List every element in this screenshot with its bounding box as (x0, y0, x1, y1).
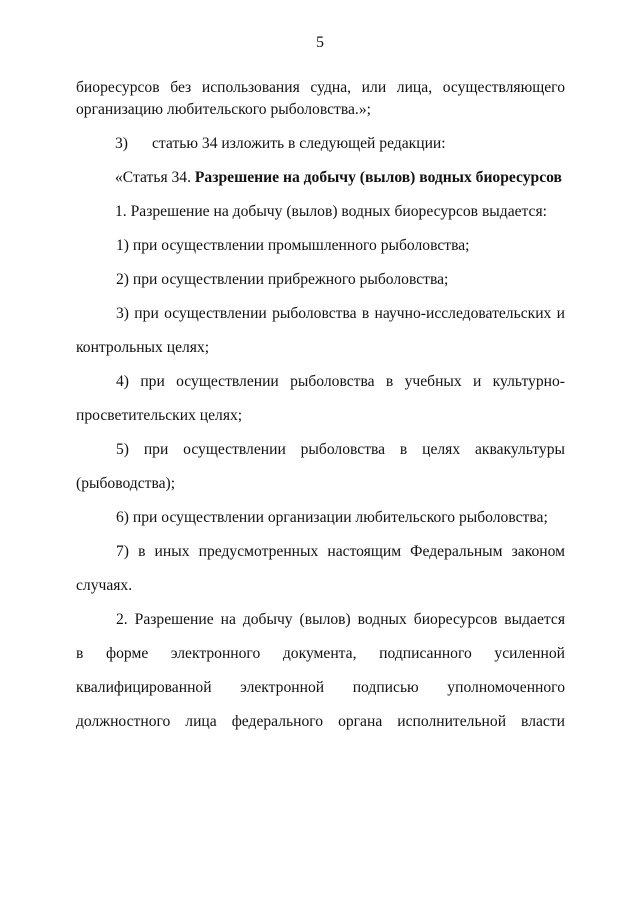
subitem-3-continuation: контрольных целях; (76, 339, 210, 356)
paragraph-2-line: квалифицированной электронной подписью уполномоченного (76, 679, 565, 696)
subitem-3: 3) при осуществлении рыболовства в научно-исследовательских и (116, 305, 565, 322)
list-item-text: статью 34 изложить в следующей редакции: (152, 135, 446, 152)
article-heading (76, 167, 565, 189)
paragraph-1: 1. Разрешение на добычу (вылов) водных биоресурсов выдается: (115, 203, 547, 220)
text-line: организацию любительского рыболовства.»; (76, 101, 371, 118)
page-number: 5 (316, 34, 324, 51)
subitem-6: 6) при осуществлении организации любительского рыболовства; (116, 509, 548, 526)
subitem-7: 7) в иных предусмотренных настоящим Федеральным законом (116, 543, 565, 560)
subitem-5: 5) при осуществлении рыболовства в целях аквакультуры (116, 441, 565, 458)
paragraph-2: 2. Разрешение на добычу (вылов) водных биоресурсов выдается (116, 611, 565, 628)
subitem-7-continuation: случаях. (76, 577, 133, 594)
document-body (76, 77, 565, 733)
subitem-1: 1) при осуществлении промышленного рыболовства; (116, 237, 470, 254)
list-item-number: 3) (115, 135, 128, 152)
subitem-5-continuation: (рыбоводства); (76, 475, 176, 492)
paragraph-2-line: должностного лица федерального органа исполнительной власти (76, 713, 565, 730)
article-prefix: «Статья 34. (115, 169, 195, 186)
list-item-3 (76, 133, 565, 155)
article-title: Разрешение на добычу (вылов) водных биоресурсов (194, 169, 562, 186)
text-line: биоресурсов без использования судна, или лица, осуществляющего (76, 79, 565, 96)
subitem-2: 2) при осуществлении прибрежного рыболовства; (116, 271, 449, 288)
subitem-4-continuation: просветительских целях; (76, 407, 243, 424)
paragraph-2-line: в форме электронного документа, подписанного усиленной (76, 645, 565, 662)
subitem-4: 4) при осуществлении рыболовства в учебных и культурно- (116, 373, 565, 390)
